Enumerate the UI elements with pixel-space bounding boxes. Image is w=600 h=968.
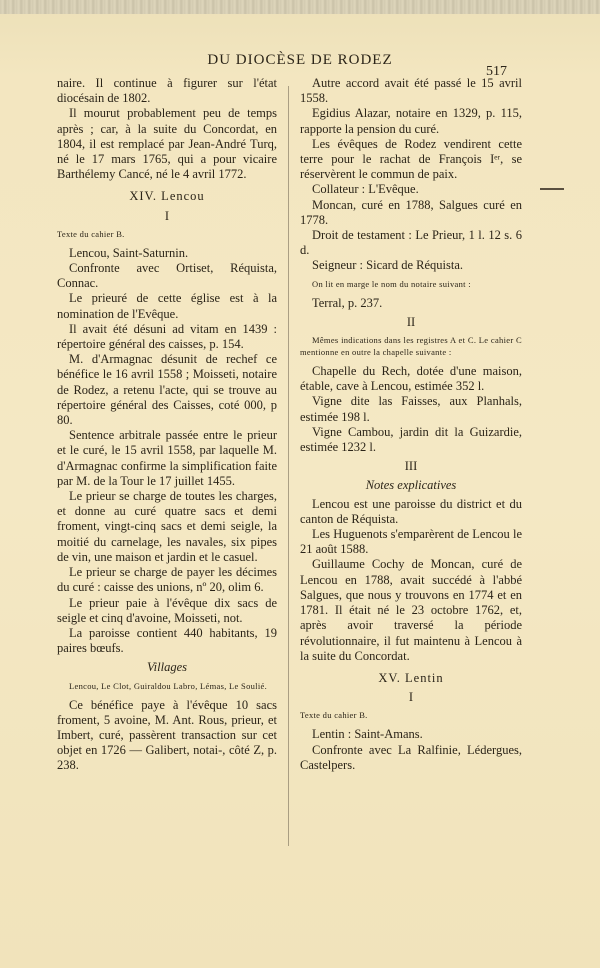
scan-edge: [0, 0, 600, 14]
paragraph: Guillaume Cochy de Moncan, curé de Lencou en 1788, avait succédé à l'abbé Salgues, que nous y trouvons en 1774 et en 1781. Il était né le 23 octobre 1762, et, après avoir traversé la période révolutionnaire, il fut maintenu à Lencou à la suite du Concordat.: [300, 557, 522, 663]
paragraph: Sentence arbitrale passée entre le prieur et le curé, le 15 avril 1558, par laquelle M. d'Armagnac confirme la simplification faite par M. de la Tour le 17 juillet 1455.: [57, 428, 277, 488]
paragraph: Confronte avec La Ralfinie, Lédergues, Castelpers.: [300, 742, 522, 772]
paragraph: Il avait été désuni ad vitam en 1439 : répertoire général des caisses, p. 154.: [57, 321, 277, 352]
paragraph: Autre accord avait été passé le 15 avril 1558.: [300, 76, 522, 106]
subsection-numeral: I: [164, 208, 170, 223]
source-note: Lencou, Le Clot, Guiraldou Labro, Lémas, Le Soulié.: [69, 680, 267, 691]
paragraph: Lentin : Saint-Amans.: [312, 727, 423, 742]
paragraph: Confronte avec Ortiset, Réquista, Connac.: [57, 261, 277, 291]
paragraph: Il mourut probablement peu de temps après ; car, à la suite du Concordat, en 1804, il est remplacé par Jean-André Turq, né le 17 mars 1765, qui a pour vicaire Barthélemy Cancé, né le 4 avril 1772.: [57, 106, 277, 182]
column-divider: [288, 86, 289, 846]
source-note: On lit en marge le nom du notaire suivant :: [312, 278, 471, 289]
paragraph: Les Huguenots s'emparèrent de Lencou le 21 août 1588.: [300, 527, 522, 557]
page-number: 517: [486, 64, 507, 79]
section-heading: XV. Lentin: [378, 670, 444, 685]
paragraph: Chapelle du Rech, dotée d'une maison, étable, cave à Lencou, estimée 352 l.: [300, 364, 522, 394]
section-heading: XIV. Lencou: [129, 189, 205, 204]
paragraph: Les évêques de Rodez vendirent cette terre pour le rachat de François Iᵉʳ, se réservèrent le commun de paix.: [300, 136, 522, 182]
source-note: Mêmes indications dans les registres A et C. Le cahier C mentionne en outre la chapelle suivante :: [300, 335, 522, 358]
paragraph: Ce bénéfice paye à l'évêque 10 sacs froment, 5 avoine, M. Ant. Rous, prieur, et Imbert, curé, passèrent transaction sur cet objet en 1726 — Galibert, notai-, côté Z, p. 238.: [57, 697, 277, 773]
left-column: [57, 76, 277, 774]
paragraph: Droit de testament : Le Prieur, 1 l. 12 s. 6 d.: [300, 228, 522, 258]
paragraph: Seigneur : Sicard de Réquista.: [312, 258, 464, 273]
paragraph: Le prieuré de cette église est à la nomination de l'Evêque.: [57, 291, 277, 321]
subsection-numeral: II: [406, 314, 416, 329]
paragraph: Lencou est une paroisse du district et du canton de Réquista.: [300, 496, 522, 526]
paragraph: Le prieur se charge de toutes les charges, et donne au curé quatre sacs et demi froment, vingt-cinq sacs et demi seigle, la moitié du carnelage, les navales, six pipes de vin, une maison et jardin et le casuel.: [57, 489, 277, 564]
paragraph: Lencou, Saint-Saturnin.: [69, 245, 189, 260]
subsection-numeral: III: [404, 459, 418, 474]
paragraph: M. d'Armagnac désunit de rechef ce bénéfice le 16 avril 1558 ; Moisseti, notaire de Rodez, a retenu l'acte, qui se trouve au répertoire général des Caisses, coté 000, p 80.: [57, 352, 277, 428]
paragraph: La paroisse contient 440 habitants, 19 paires bœufs.: [57, 625, 277, 656]
margin-mark: [540, 188, 564, 190]
source-note: Texte du cahier B.: [300, 710, 368, 721]
subsection-title: Villages: [146, 660, 188, 675]
running-header: DU DIOCÈSE DE RODEZ: [207, 52, 393, 68]
paragraph: Terral, p. 237.: [312, 295, 383, 310]
paragraph: Le prieur se charge de payer les décimes du curé : caisse des unions, nº 20, olim 6.: [57, 565, 277, 595]
subsection-title: Notes explicatives: [365, 478, 457, 493]
source-note: Texte du cahier B.: [57, 228, 125, 239]
paragraph: Moncan, curé en 1788, Salgues curé en 1778.: [300, 197, 522, 227]
subsection-numeral: I: [408, 690, 414, 705]
paragraph: Egidius Alazar, notaire en 1329, p. 115, rapporte la pension du curé.: [300, 106, 522, 136]
paragraph: Vigne Cambou, jardin dit la Guizardie, estimée 1232 l.: [300, 424, 522, 455]
paragraph: Collateur : L'Evêque.: [312, 182, 419, 197]
paragraph: Le prieur paie à l'évêque dix sacs de seigle et cinq d'avoine, Moisseti, not.: [57, 595, 277, 625]
paragraph: naire. Il continue à figurer sur l'état diocésain de 1802.: [57, 76, 277, 106]
paragraph: Vigne dite las Faisses, aux Planhals, estimée 198 l.: [300, 394, 522, 424]
right-column: [300, 76, 522, 773]
